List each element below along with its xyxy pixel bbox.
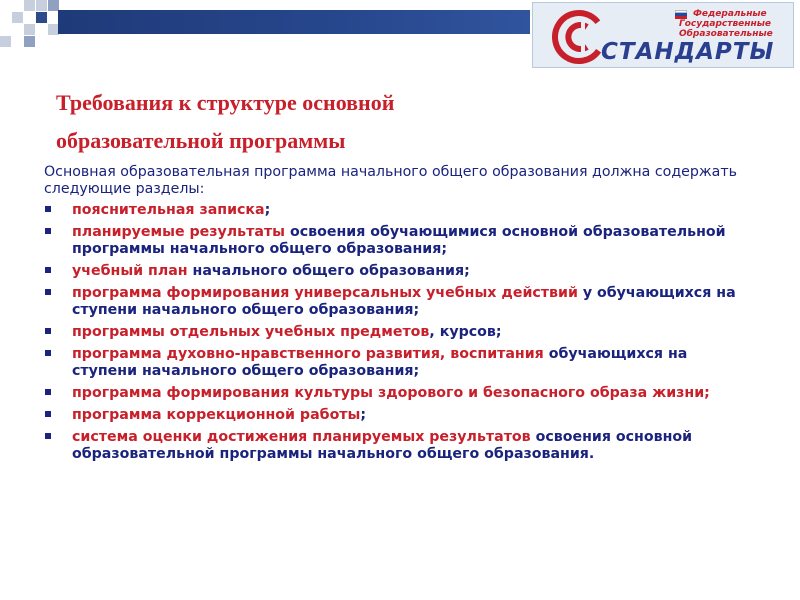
logo-wordmark: СТАНДАРТЫ [601, 39, 775, 65]
deco-square [0, 36, 11, 47]
square-bullet-icon [45, 328, 51, 334]
standards-emblem-icon [551, 9, 607, 65]
item-text: у обучающихся на ступени начального общего образования; [72, 285, 736, 318]
item-highlight: система оценки достижения планируемых результатов [72, 429, 531, 445]
item-highlight: программа формирования культуры здорового и безопасного образа жизни; [72, 385, 710, 401]
list-item [44, 346, 744, 380]
square-bullet-icon [45, 389, 51, 395]
item-text: ; [264, 202, 271, 218]
square-bullet-icon [45, 411, 51, 417]
list-item [44, 224, 744, 258]
item-highlight: программа формирования универсальных учебных действий [72, 285, 578, 301]
list-item [44, 324, 744, 341]
slide-title-line: Требования к структуре основной [56, 90, 395, 115]
list-item [44, 202, 744, 219]
intro-paragraph: Основная образовательная программа начального общего образования должна содержать следующие разделы: [44, 164, 738, 197]
item-highlight: учебный план [72, 263, 188, 279]
logo-caption-line: Государственные [679, 19, 771, 29]
slide-title [56, 84, 596, 160]
slide-body [44, 164, 744, 468]
deco-square [12, 12, 23, 23]
deco-square [36, 0, 47, 11]
item-text: освоения основной образовательной программы начального общего образования. [72, 429, 693, 462]
item-text: , курсов; [429, 324, 502, 340]
item-text: освоения обучающимися основной образовательной программы начального общего образования; [72, 224, 726, 257]
item-text: ; [360, 407, 367, 423]
item-text: обучающихся на ступени начального общего образования; [72, 346, 688, 379]
square-bullet-icon [45, 289, 51, 295]
square-bullet-icon [45, 267, 51, 273]
item-text: начального общего образования; [187, 263, 470, 279]
list-item [44, 285, 744, 319]
list-item [44, 263, 744, 280]
list-item [44, 429, 744, 463]
square-bullet-icon [45, 206, 51, 212]
list-item [44, 385, 744, 402]
deco-square [24, 24, 35, 35]
header-bar [58, 10, 530, 34]
list-item [44, 407, 744, 424]
item-highlight: планируемые результаты [72, 224, 286, 240]
requirements-list [44, 202, 744, 463]
square-bullet-icon [45, 350, 51, 356]
deco-square [24, 0, 35, 11]
slide-title-line: образовательной программы [56, 128, 346, 153]
item-highlight: программы отдельных учебных предметов [72, 324, 430, 340]
item-highlight: программа коррекционной работы [72, 407, 361, 423]
square-bullet-icon [45, 433, 51, 439]
item-highlight: программа духовно-нравственного развития, воспитания [72, 346, 544, 362]
deco-square [36, 12, 47, 23]
deco-square [24, 36, 35, 47]
logo-caption [679, 9, 791, 39]
logo-caption-line: Федеральные [693, 9, 767, 19]
logo-caption-line: Образовательные [679, 29, 773, 39]
standards-logo [532, 2, 794, 68]
item-highlight: пояснительная записка [72, 202, 265, 218]
square-bullet-icon [45, 228, 51, 234]
